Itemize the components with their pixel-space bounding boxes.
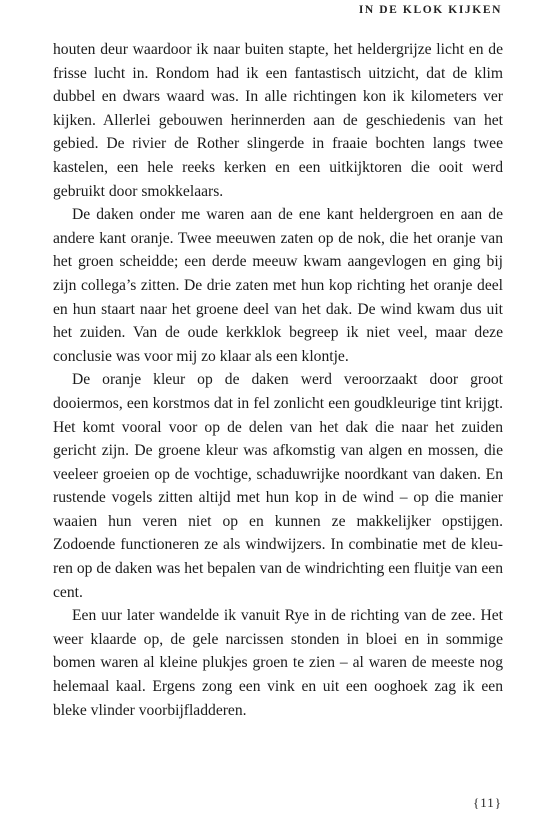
running-head: IN DE KLOK KIJKEN — [358, 4, 502, 16]
paragraph: De daken onder me waren aan de ene kant heldergroen en aan de andere kant oranje. Twee meeuwen zaten op de nok, die het oranje van het groen scheidde; een derde meeuw kwam aangevlogen en ging bij zijn collega’s zitten. De drie zaten met hun kop richting het oranje deel en hun staart naar het groene deel van het dak. De wind kwam dus uit het zuiden. Van de oude kerkklok begreep ik niet veel, maar deze conclusie was voor mij zo klaar als een klontje. — [53, 206, 503, 365]
page-number: {11} — [473, 795, 502, 810]
paragraph: Een uur later wandelde ik vanuit Rye in de richting van de zee. Het weer klaarde op, de gele narcissen stonden in bloei en in sommige bomen waren al kleine plukjes groen te zien – al waren de meeste nog helemaal kaal. Ergens zong een vink en uit een ooghoek zag ik een bleke vlinder voorbijfladderen. — [53, 607, 503, 719]
paragraph: houten deur waardoor ik naar buiten stapte, het heldergrijze licht en de frisse lucht in. Rondom had ik een fantastisch uitzicht, dat de klim dubbel en dwars waard was. In alle richtingen kon ik kilometers ver kijken. Allerlei gebouwen herinnerden aan de geschiedenis van het gebied. De rivier de Rother slingerde in fraaie bochten langs twee kastelen, een hele reeks kerken en een uitkijktoren die ooit werd gebruikt door smokkelaars. — [53, 41, 503, 200]
paragraph: De oranje kleur op de daken werd veroorzaakt door groot dooiermos, een korstmos dat in fel zonlicht een goudkleurige tint krijgt. Het komt vooral voor op de delen van het dak die naar het zuiden gericht zijn. De groene kleur was afkomstig van algen en mossen, die veeleer groeien op de vochtige, schaduwrijke noordkant van daken. En rustende vogels zitten altijd met hun kop in de wind – op die manier waaien hun veren niet op en kunnen ze makkelijker opstijgen. Zodoende functioneren ze als windwijzers. In combinatie met de kleuren op de daken was het bepalen van de windrichting een fluitje van een cent. — [53, 371, 503, 601]
body-text — [53, 38, 503, 722]
